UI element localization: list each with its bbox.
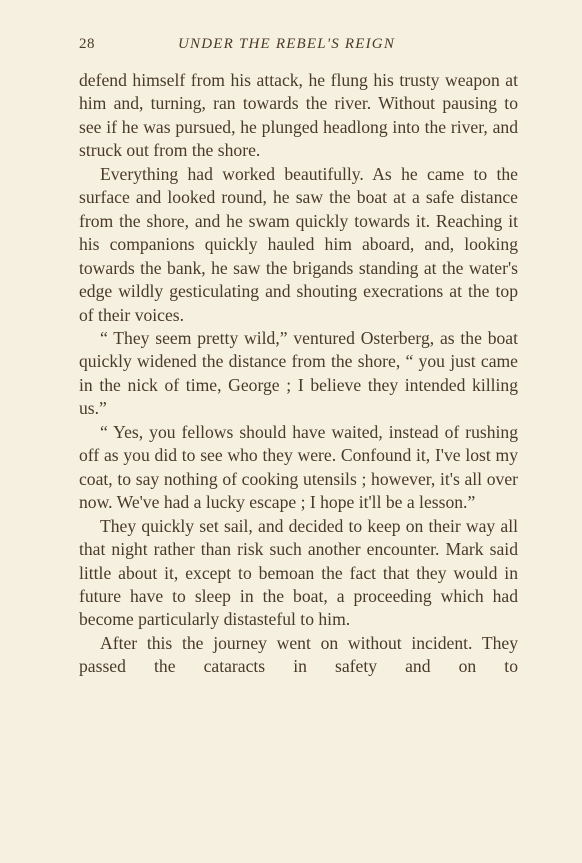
page-header: [79, 36, 518, 58]
running-head: UNDER THE REBEL'S REIGN: [178, 36, 396, 52]
page-number: 28: [79, 36, 95, 52]
paragraph-2: Everything had worked beautifully. As he came to the surface and looked round, he saw the boat at a safe distance from the shore, and he swam quickly towards it. Reaching it his companions quickly hauled him aboard, and, looking towards the bank, he saw the brigands standing at the water's edge wildly gesticulating and shouting execrations at the top of their voices.: [79, 163, 518, 325]
paragraph-4: “ Yes, you fellows should have waited, instead of rushing off as you did to see who they were. Confound it, I've lost my coat, to say nothing of cooking utensils ; however, it's all over now. We've had a lucky escape ; I hope it'll be a lesson.”: [79, 421, 518, 513]
body-text: [79, 69, 518, 679]
paragraph-3: “ They seem pretty wild,” ventured Osterberg, as the boat quickly widened the distance from the shore, “ you just came in the nick of time, George ; I believe they intended killing us.”: [79, 327, 518, 419]
paragraph-1: defend himself from his attack, he flung his trusty weapon at him and, turning, ran towards the river. Without pausing to see if he was pursued, he plunged headlong into the river, and struck out from the shore.: [79, 70, 518, 161]
paragraph-6: After this the journey went on without incident. They passed the cataracts in safety and on to: [79, 632, 518, 677]
paragraph-5: They quickly set sail, and decided to keep on their way all that night rather than risk such another encounter. Mark said little about it, except to bemoan the fact that they would in future have to sleep in the boat, a proceeding which had become particularly distasteful to him.: [79, 515, 518, 630]
